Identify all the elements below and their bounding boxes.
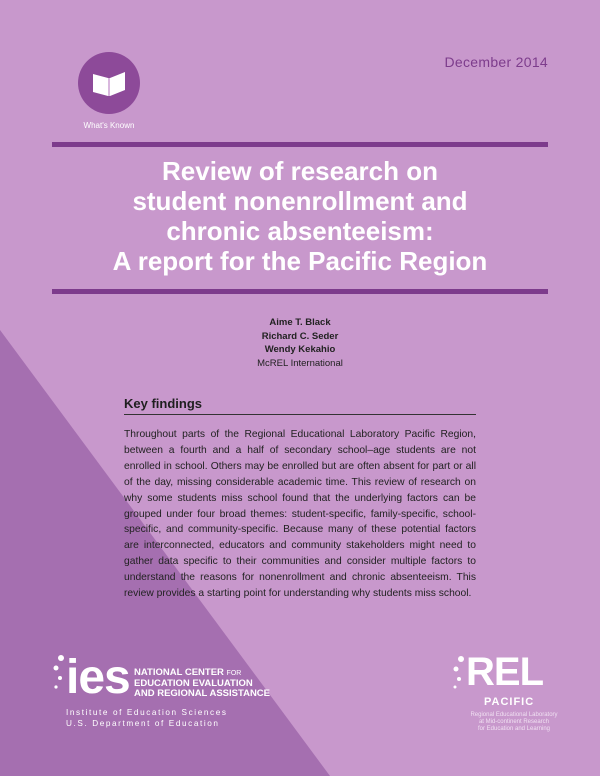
rel-region: PACIFIC bbox=[484, 696, 535, 708]
key-findings-divider bbox=[124, 414, 476, 415]
title-rule-bottom bbox=[52, 289, 548, 294]
report-title bbox=[52, 156, 548, 276]
author-name: Wendy Kekahio bbox=[264, 344, 336, 355]
rel-dots-icon bbox=[450, 654, 466, 694]
open-book-icon bbox=[78, 52, 140, 114]
title-line: student nonenrollment and bbox=[132, 186, 468, 216]
author-name: Richard C. Seder bbox=[261, 330, 339, 342]
author-name: Aime T. Black bbox=[269, 317, 331, 328]
rel-subtitle: Regional Educational Laboratory at Mid-continent Research for Education and Learning bbox=[470, 712, 558, 732]
key-findings-heading: Key findings bbox=[124, 396, 203, 411]
ies-dots-icon bbox=[52, 652, 66, 704]
title-line: A report for the Pacific Region bbox=[112, 246, 488, 276]
rel-pacific-logo bbox=[448, 650, 558, 742]
publication-date: December 2014 bbox=[444, 54, 548, 70]
author-block bbox=[200, 316, 400, 370]
title-line: Review of research on bbox=[162, 156, 438, 186]
ies-logo bbox=[52, 652, 292, 732]
title-rule-top bbox=[52, 142, 548, 147]
badge-label: What's Known bbox=[83, 121, 135, 130]
whats-known-badge bbox=[78, 52, 140, 114]
ies-wordmark: ies bbox=[66, 651, 130, 704]
author-organization: McREL International bbox=[257, 357, 343, 369]
title-line: chronic absenteeism: bbox=[166, 216, 434, 246]
rel-wordmark: REL bbox=[466, 650, 543, 694]
ies-subtitle: Institute of Education Sciences U.S. Department of Education bbox=[66, 708, 228, 728]
key-findings-text: Throughout parts of the Regional Educational Laboratory Pacific Region, between a fourth and a half of secondary school–age students are not enrolled in school. Others may be enrolled but are often absent for part or all of the day, missing considerable academic time. This review of research on why some students miss school found that the underlying factors can be grouped under four broad themes: student-specific, family-specific, school-specific, and community-specific. Because many of these potential factors are interconnected, educators and community stakeholders might need to gather data specific to their communities and consider multiple factors to understand the reasons for nonenrollment and chronic absenteeism. This review provides a starting point for understanding why students miss school. bbox=[124, 429, 476, 600]
ies-center-name: NATIONAL CENTER FOR EDUCATION EVALUATION AND REGIONAL ASSISTANCE bbox=[134, 667, 271, 699]
